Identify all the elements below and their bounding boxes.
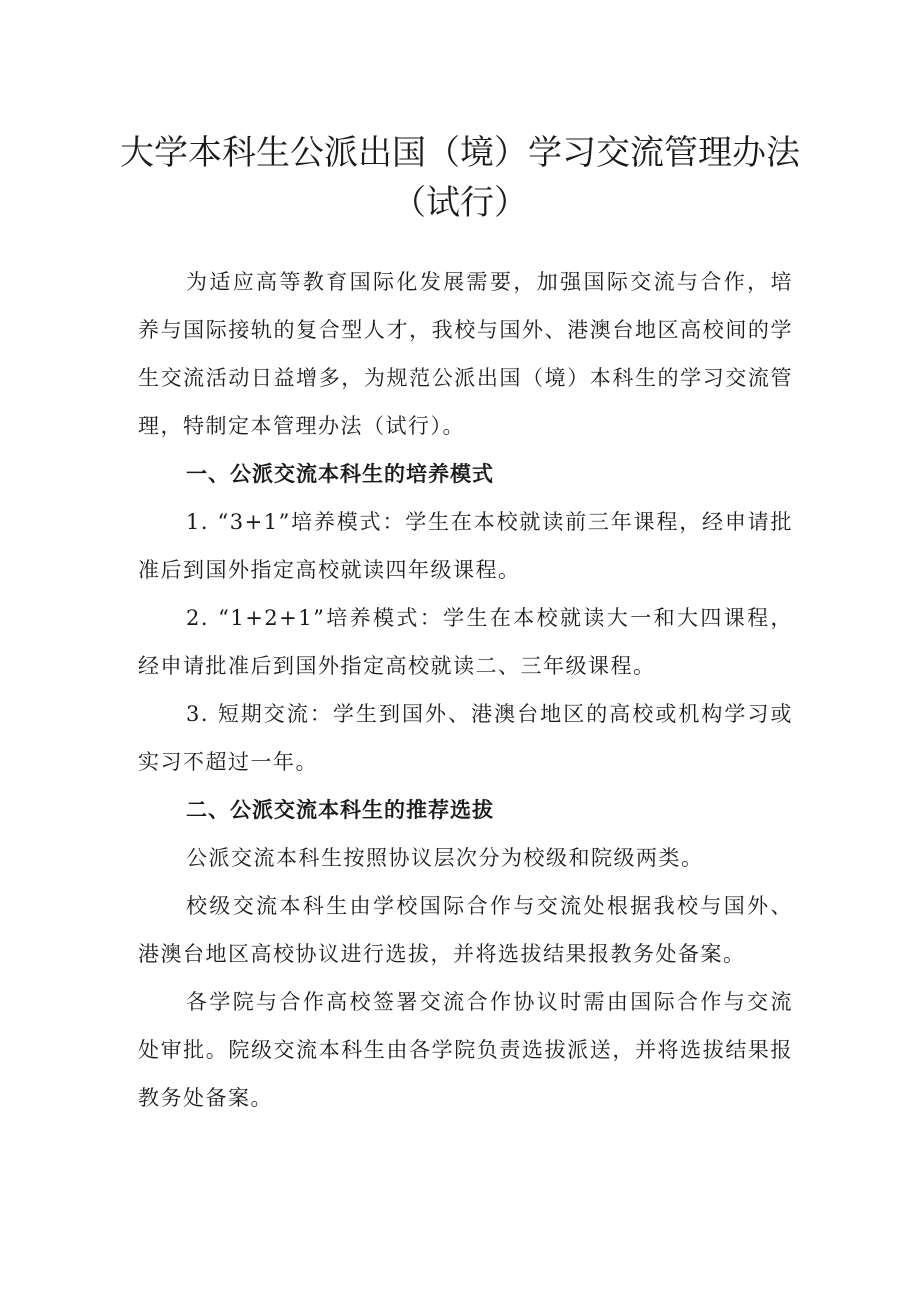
selection-paragraph-college-level: 各学院与合作高校签署交流合作协议时需由国际合作与交流处审批。院级交流本科生由各学院负责选拔派送，并将选拔结果报教务处备案。: [138, 990, 793, 1110]
intro-paragraph: 为适应高等教育国际化发展需要，加强国际交流与合作，培养与国际接轨的复合型人才，我校与国外、港澳台地区高校间的学生交流活动日益增多，为规范公派出国（境）本科生的学习交流管理，特制定本管理办法（试行）。: [138, 270, 793, 438]
selection-paragraph-school-level: 校级交流本科生由学校国际合作与交流处根据我校与国外、港澳台地区高校协议进行选拔，并将选拔结果报教务处备案。: [138, 894, 793, 966]
list-item-3plus1: 1. “3+1”培养模式：学生在本校就读前三年课程，经申请批准后到国外指定高校就读四年级课程。: [138, 510, 793, 582]
selection-paragraph-categories: 公派交流本科生按照协议层次分为校级和院级两类。: [186, 846, 704, 870]
list-item-1plus2plus1: 2. “1+2+1”培养模式：学生在本校就读大一和大四课程，经申请批准后到国外指定高校就读二、三年级课程。: [138, 606, 793, 678]
list-item-short-exchange: 3. 短期交流：学生到国外、港澳台地区的高校或机构学习或实习不超过一年。: [138, 702, 793, 774]
document-title: 大学本科生公派出国（境）学习交流管理办法: [120, 133, 800, 173]
section-heading-selection: 二、公派交流本科生的推荐选拔: [186, 798, 494, 822]
document-body: [138, 258, 793, 1122]
section-heading-training-mode: 一、公派交流本科生的培养模式: [186, 462, 494, 486]
document-title-subtitle: （试行）: [392, 183, 528, 223]
